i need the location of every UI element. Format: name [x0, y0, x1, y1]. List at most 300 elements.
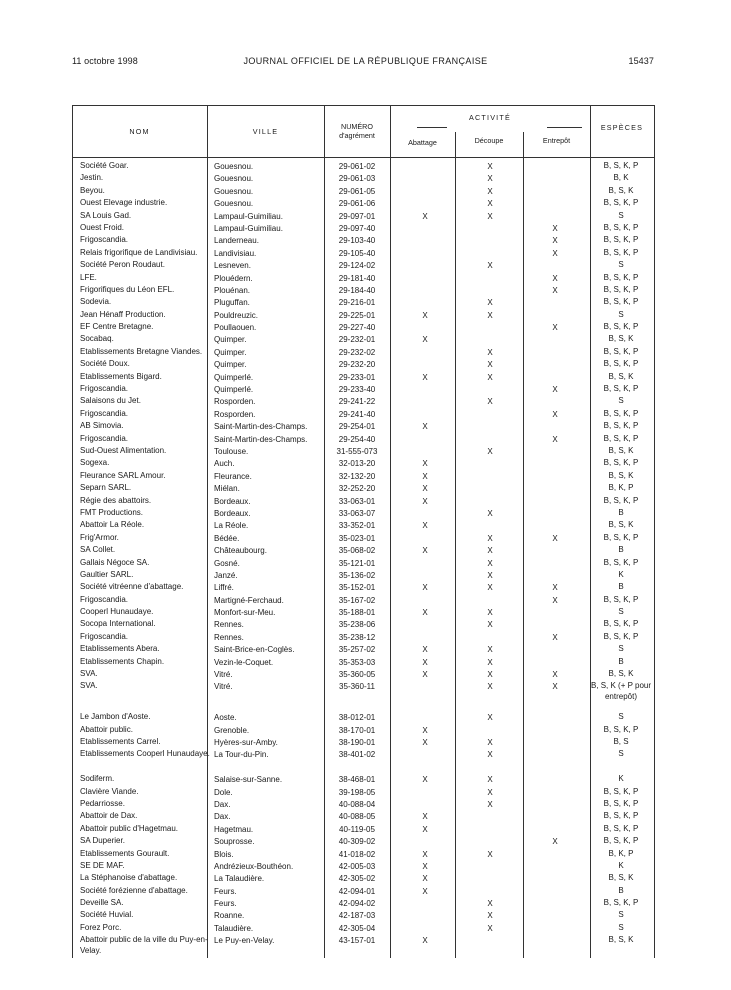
cell-abattage: X — [422, 886, 428, 896]
cell-ville: Dole. — [214, 787, 233, 797]
cell-ville: Aoste. — [214, 713, 237, 723]
cell-ville: Rennes. — [214, 632, 244, 642]
cell-numero: 29-061-03 — [338, 174, 376, 184]
table-row — [72, 496, 654, 508]
table-row — [72, 861, 654, 873]
col-header-agrement: d'agrément — [339, 131, 375, 140]
cell-numero: 42-305-02 — [338, 874, 376, 884]
cell-nom: Etablissements Bretagne Viandes. — [80, 346, 203, 356]
cell-numero: 41-018-02 — [338, 849, 376, 859]
cell-ville: Roanne. — [214, 911, 245, 921]
cell-especes: B, S, K, P — [603, 161, 639, 170]
cell-ville: Quimper. — [214, 360, 247, 370]
cell-ville: La Réole. — [214, 521, 249, 531]
cell-abattage: X — [422, 546, 428, 556]
cell-numero: 29-254-01 — [338, 422, 376, 432]
cell-numero: 40-088-05 — [338, 812, 376, 822]
table-row — [72, 223, 654, 235]
cell-nom: Clavière Viande. — [80, 786, 139, 796]
cell-especes: K — [618, 860, 624, 870]
cell-especes: B, S, K, P — [603, 811, 639, 821]
cell-nom: SVA. — [80, 669, 98, 679]
cell-nom: Sud-Ouest Alimentation. — [80, 445, 167, 455]
table-row — [72, 545, 654, 557]
cell-abattage: X — [422, 936, 428, 946]
cell-ville: Poullaouen. — [214, 323, 257, 333]
cell-ville: Dax. — [214, 799, 231, 809]
cell-entrepot: X — [552, 273, 558, 283]
cell-decoupe: X — [487, 162, 493, 171]
cell-especes: B, S, K, P — [603, 495, 639, 505]
cell-ville: Pluguffan. — [214, 298, 250, 308]
cell-nom: Société Peron Roudaut. — [80, 260, 165, 270]
cell-ville: Rosporden. — [214, 409, 256, 419]
cell-decoupe: X — [487, 787, 493, 797]
table-row — [72, 737, 654, 749]
cell-decoupe: X — [487, 670, 493, 680]
cell-decoupe: X — [487, 261, 493, 271]
cell-especes: B, S, K, P — [603, 898, 639, 908]
cell-nom: Frigoscandia. — [80, 594, 129, 604]
cell-especes: B, S, K, P — [603, 408, 639, 418]
cell-decoupe: X — [487, 583, 493, 593]
cell-ville: Blois. — [214, 849, 234, 859]
cell-ville: Martigné-Ferchaud. — [214, 595, 284, 605]
cell-especes: B — [618, 656, 624, 666]
cell-decoupe: X — [487, 737, 493, 747]
cell-nom: Frigorifiques du Léon EFL. — [80, 284, 175, 294]
cell-especes: B, S, K, P — [603, 786, 639, 796]
cell-abattage: X — [422, 372, 428, 382]
cell-ville: Liffré. — [214, 583, 234, 593]
cell-ville: Quimperlé. — [214, 385, 254, 395]
cell-entrepot: X — [552, 223, 558, 233]
table-row — [72, 211, 654, 223]
cell-numero: 43-157-01 — [338, 936, 376, 946]
cell-nom: Beyou. — [80, 185, 105, 195]
cell-ville: Dax. — [214, 812, 231, 822]
cell-decoupe: X — [487, 211, 493, 221]
cell-especes: K — [618, 774, 624, 784]
cell-especes: B, S, K, P — [603, 458, 639, 468]
cell-abattage: X — [422, 737, 428, 747]
cell-especes: B, S, K, P — [603, 198, 639, 208]
table-row — [72, 434, 654, 446]
table-row — [72, 607, 654, 619]
cell-ville: Saint-Brice-en-Coglès. — [214, 645, 295, 655]
table-row — [72, 322, 654, 334]
cell-ville: Lesneven. — [214, 261, 251, 271]
cell-numero: 35-353-03 — [338, 657, 376, 667]
table-row — [72, 632, 654, 644]
cell-numero: 33-352-01 — [338, 521, 376, 531]
table-row — [72, 446, 654, 458]
cell-ville: Saint-Martin-des-Champs. — [214, 434, 308, 444]
cell-nom: Abattoir La Réole. — [80, 520, 145, 530]
cell-ville: Gouesnou. — [214, 174, 254, 184]
header-bottom-rule — [72, 157, 654, 158]
cell-nom: Frig'Armor. — [80, 532, 119, 542]
table-row — [72, 260, 654, 272]
table-row — [72, 359, 654, 371]
cell-numero: 38-401-02 — [338, 750, 376, 760]
page-number: 15437 — [628, 56, 654, 66]
cell-ville: Feurs. — [214, 886, 237, 896]
table-row — [72, 558, 654, 570]
table-row — [72, 347, 654, 359]
cell-especes: B, S, K, P — [603, 284, 639, 294]
table-row — [72, 186, 654, 198]
cell-ville: Quimper. — [214, 347, 247, 357]
table-row — [72, 619, 654, 631]
cell-abattage: X — [422, 484, 428, 494]
table-row — [72, 173, 654, 185]
cell-nom: SA Duperier. — [80, 836, 125, 846]
cell-abattage: X — [422, 645, 428, 655]
cell-nom: Sodiferm. — [80, 774, 115, 784]
cell-nom: Cooperl Hunaudaye. — [80, 607, 154, 617]
cell-especes: B, K — [613, 173, 629, 183]
cell-abattage: X — [422, 211, 428, 221]
cell-ville: Auch. — [214, 459, 235, 469]
cell-decoupe: X — [487, 347, 493, 357]
cell-numero: 38-190-01 — [338, 737, 376, 747]
cell-numero: 35-257-02 — [338, 645, 376, 655]
cell-decoupe: X — [487, 558, 493, 568]
cell-especes: B, S, K, P — [603, 421, 639, 431]
table-row — [72, 334, 654, 346]
cell-nom: Abattoir public. — [80, 724, 133, 734]
cell-especes: B, S, K, P — [603, 532, 639, 542]
cell-decoupe: X — [487, 849, 493, 859]
subcol-header-entrepot: Entrepôt — [542, 136, 571, 145]
cell-nom: Jean Hénaff Production. — [80, 309, 166, 319]
cell-ville: Rennes. — [214, 620, 244, 630]
table-row — [72, 471, 654, 483]
cell-numero: 40-119-05 — [339, 824, 375, 834]
cell-ville: Quimperlé. — [214, 372, 254, 382]
cell-numero: 42-005-03 — [338, 861, 376, 871]
cell-numero: 35-023-01 — [338, 533, 376, 543]
cell-especes: B, S, K, P — [603, 798, 639, 808]
cell-especes: S — [618, 910, 624, 920]
cell-nom: Etablissements Chapin. — [80, 656, 165, 666]
table-row — [72, 923, 654, 935]
cell-numero: 35-188-01 — [338, 608, 376, 618]
cell-entrepot: X — [552, 837, 558, 847]
table-right-rule — [654, 105, 655, 958]
cell-ville: Vitré. — [214, 670, 233, 680]
cell-ville: Bordeaux. — [214, 508, 251, 518]
cell-ville: Janzé. — [214, 570, 238, 580]
cell-nom: Abattoir public de la ville du Puy-en-Velay. — [80, 935, 208, 955]
cell-ville: Hyères-sur-Amby. — [214, 737, 278, 747]
cell-especes: B, S, K, P — [603, 322, 639, 332]
cell-nom: Fleurance SARL Amour. — [80, 470, 166, 480]
cell-numero: 42-094-01 — [338, 886, 376, 896]
cell-especes: B, S, K, P — [603, 557, 639, 567]
cell-especes: S — [618, 210, 624, 220]
cell-numero: 31-555-073 — [336, 446, 378, 456]
cell-decoupe: X — [487, 750, 493, 760]
cell-nom: SVA. — [80, 681, 98, 691]
cell-especes: S — [618, 749, 624, 759]
cell-especes: B, S, K — [608, 445, 634, 455]
table-row — [72, 644, 654, 656]
cell-decoupe: X — [487, 620, 493, 630]
cell-abattage: X — [422, 608, 428, 618]
table-row — [72, 483, 654, 495]
cell-ville: Salaise-sur-Sanne. — [214, 775, 283, 785]
cell-numero: 35-121-01 — [338, 558, 376, 568]
cell-ville: Souprosse. — [214, 837, 255, 847]
table-row — [72, 749, 654, 774]
cell-entrepot: X — [552, 236, 558, 246]
table-row — [72, 886, 654, 898]
cell-decoupe: X — [487, 911, 493, 921]
cell-numero: 29-232-20 — [338, 360, 376, 370]
cell-nom: Relais frigorifique de Landivisiau. — [80, 247, 198, 257]
cell-entrepot: X — [552, 385, 558, 395]
activite-rule-left — [417, 127, 447, 128]
cell-especes: B, S, K, P — [603, 346, 639, 356]
table-row — [72, 421, 654, 433]
cell-ville: Bédée. — [214, 533, 240, 543]
cell-nom: La Stéphanoise d'abattage. — [80, 873, 178, 883]
table-row — [72, 681, 654, 706]
cell-entrepot: X — [552, 682, 558, 692]
cell-numero: 32-013-20 — [338, 459, 376, 469]
cell-nom: Frigoscandia. — [80, 433, 129, 443]
cell-nom: Socopa International. — [80, 619, 156, 629]
cell-numero: 42-094-02 — [338, 899, 376, 909]
cell-especes: B, S, K, P — [603, 823, 639, 833]
cell-especes: B, S, K — [608, 520, 634, 530]
table-row — [72, 725, 654, 737]
cell-decoupe: X — [487, 372, 493, 382]
table-row — [72, 787, 654, 799]
cell-decoupe: X — [487, 775, 493, 785]
cell-numero: 29-241-40 — [338, 409, 376, 419]
cell-numero: 39-198-05 — [338, 787, 376, 797]
cell-ville: Gouesnou. — [214, 186, 254, 196]
cell-entrepot: X — [552, 409, 558, 419]
cell-abattage: X — [422, 874, 428, 884]
cell-especes: B — [618, 507, 624, 517]
table-row — [72, 409, 654, 421]
cell-decoupe: X — [487, 446, 493, 456]
cell-ville: Gouesnou. — [214, 199, 254, 209]
col-header-activite: ACTIVITÉ — [469, 113, 511, 122]
table-row — [72, 384, 654, 396]
cell-especes: B — [618, 582, 624, 592]
cell-especes: B, S, K — [608, 334, 634, 344]
table-row — [72, 248, 654, 260]
cell-ville: Feurs. — [214, 899, 237, 909]
cell-especes: S — [618, 260, 624, 270]
cell-decoupe: X — [487, 799, 493, 809]
table-row — [72, 898, 654, 910]
table-row — [72, 161, 654, 173]
cell-nom: SE DE MAF. — [80, 860, 125, 870]
cell-especes: B, S, K, P — [603, 619, 639, 629]
cell-abattage: X — [422, 861, 428, 871]
cell-especes: S — [618, 309, 624, 319]
cell-ville: Vezin-le-Coquet. — [214, 657, 274, 667]
cell-especes: B, S, K, P — [603, 359, 639, 369]
cell-especes: B, S, K, P — [603, 297, 639, 307]
cell-especes: B, K, P — [608, 483, 634, 493]
cell-nom: Société Doux. — [80, 359, 130, 369]
cell-nom: Société vitréenne d'abattage. — [80, 582, 184, 592]
cell-ville: La Tour-du-Pin. — [214, 750, 269, 760]
cell-decoupe: X — [487, 199, 493, 209]
cell-especes: B, S, K — [608, 669, 634, 679]
cell-nom: AB Simovia. — [80, 421, 124, 431]
cell-numero: 29-225-01 — [338, 310, 376, 320]
cell-entrepot: X — [552, 323, 558, 333]
cell-decoupe: X — [487, 310, 493, 320]
cell-especes: S — [618, 644, 624, 654]
cell-nom: SA Collet. — [80, 545, 116, 555]
cell-especes: B, S, K (+ P pour entrepôt) — [590, 681, 652, 701]
cell-numero: 35-167-02 — [338, 595, 376, 605]
cell-nom: Etablissements Gourault. — [80, 848, 170, 858]
table-row — [72, 458, 654, 470]
cell-numero: 29-233-40 — [338, 385, 376, 395]
cell-decoupe: X — [487, 186, 493, 196]
cell-ville: Plouédern. — [214, 273, 253, 283]
cell-especes: B, S, K — [608, 185, 634, 195]
cell-abattage: X — [422, 335, 428, 345]
cell-ville: Grenoble. — [214, 725, 250, 735]
cell-numero: 29-124-02 — [338, 261, 376, 271]
cell-entrepot: X — [552, 285, 558, 295]
cell-numero: 29-105-40 — [338, 248, 376, 258]
cell-ville: Plouénan. — [214, 285, 251, 295]
cell-entrepot: X — [552, 248, 558, 258]
cell-numero: 29-216-01 — [338, 298, 376, 308]
table-row — [72, 836, 654, 848]
cell-especes: B, S — [613, 736, 629, 746]
table-row — [72, 508, 654, 520]
cell-especes: B, S, K — [608, 935, 634, 945]
table-row — [72, 285, 654, 297]
cell-ville: Fleurance. — [214, 471, 252, 481]
cell-numero: 32-132-20 — [338, 471, 376, 481]
table-row — [72, 935, 654, 960]
cell-ville: Gouesnou. — [214, 162, 254, 171]
cell-numero: 29-097-01 — [338, 211, 376, 221]
cell-ville: Andrézieux-Bouthéon. — [214, 861, 294, 871]
table-row — [72, 774, 654, 786]
cell-abattage: X — [422, 824, 428, 834]
cell-decoupe: X — [487, 570, 493, 580]
cell-numero: 42-305-04 — [338, 923, 376, 933]
cell-nom: Frigoscandia. — [80, 408, 129, 418]
cell-ville: Miélan. — [214, 484, 240, 494]
cell-ville: Landerneau. — [214, 236, 259, 246]
cell-nom: Socabaq. — [80, 334, 114, 344]
cell-entrepot: X — [552, 533, 558, 543]
cell-ville: Châteaubourg. — [214, 546, 267, 556]
cell-nom: Etablissements Cooperl Hunaudaye. — [80, 749, 210, 759]
cell-nom: Régie des abattoirs. — [80, 495, 152, 505]
table-body — [72, 161, 654, 960]
cell-nom: Frigoscandia. — [80, 631, 129, 641]
cell-nom: Salaisons du Jet. — [80, 396, 141, 406]
cell-abattage: X — [422, 725, 428, 735]
table-row — [72, 533, 654, 545]
cell-nom: Sogexa. — [80, 458, 110, 468]
cell-abattage: X — [422, 657, 428, 667]
cell-abattage: X — [422, 422, 428, 432]
cell-entrepot: X — [552, 670, 558, 680]
cell-decoupe: X — [487, 533, 493, 543]
cell-ville: Lampaul-Guimiliau. — [214, 223, 283, 233]
cell-ville: Talaudière. — [214, 923, 254, 933]
cell-nom: Deveille SA. — [80, 898, 124, 908]
table-row — [72, 849, 654, 861]
cell-especes: B — [618, 885, 624, 895]
cell-numero: 29-097-40 — [338, 223, 376, 233]
cell-ville: Le Puy-en-Velay. — [214, 936, 275, 946]
cell-abattage: X — [422, 849, 428, 859]
col-header-especes: ESPÈCES — [600, 123, 644, 132]
cell-numero: 29-232-02 — [338, 347, 376, 357]
cell-numero: 35-068-02 — [338, 546, 376, 556]
cell-ville: Pouldreuzic. — [214, 310, 259, 320]
cell-numero: 35-238-12 — [338, 632, 376, 642]
cell-abattage: X — [422, 670, 428, 680]
cell-decoupe: X — [487, 508, 493, 518]
cell-especes: B, S, K — [608, 470, 634, 480]
cell-abattage: X — [422, 471, 428, 481]
cell-nom: Abattoir public d'Hagetmau. — [80, 823, 179, 833]
cell-especes: S — [618, 607, 624, 617]
col-header-ville: VILLE — [252, 127, 279, 136]
cell-entrepot: X — [552, 434, 558, 444]
cell-numero: 42-187-03 — [338, 911, 376, 921]
cell-especes: B, S, K, P — [603, 724, 639, 734]
table-top-rule — [72, 105, 654, 106]
cell-especes: B, K, P — [608, 848, 634, 858]
cell-nom: Société forézienne d'abattage. — [80, 885, 188, 895]
table-row — [72, 595, 654, 607]
table-row — [72, 570, 654, 582]
cell-decoupe: X — [487, 174, 493, 184]
cell-decoupe: X — [487, 546, 493, 556]
cell-especes: S — [618, 922, 624, 932]
cell-numero: 29-181-40 — [338, 273, 376, 283]
cell-numero: 40-309-02 — [338, 837, 376, 847]
cell-abattage: X — [422, 496, 428, 506]
cell-decoupe: X — [487, 899, 493, 909]
table-row — [72, 811, 654, 823]
table-row — [72, 273, 654, 285]
table-row — [72, 396, 654, 408]
cell-decoupe: X — [487, 923, 493, 933]
cell-numero: 38-468-01 — [338, 775, 376, 785]
table-row — [72, 582, 654, 594]
cell-nom: Société Goar. — [80, 161, 129, 170]
cell-ville: Lampaul-Guimiliau. — [214, 211, 283, 221]
cell-numero: 38-012-01 — [338, 713, 376, 723]
cell-numero: 35-136-02 — [338, 570, 376, 580]
approval-table — [72, 105, 654, 958]
table-row — [72, 235, 654, 247]
cell-especes: B, S, K, P — [603, 631, 639, 641]
